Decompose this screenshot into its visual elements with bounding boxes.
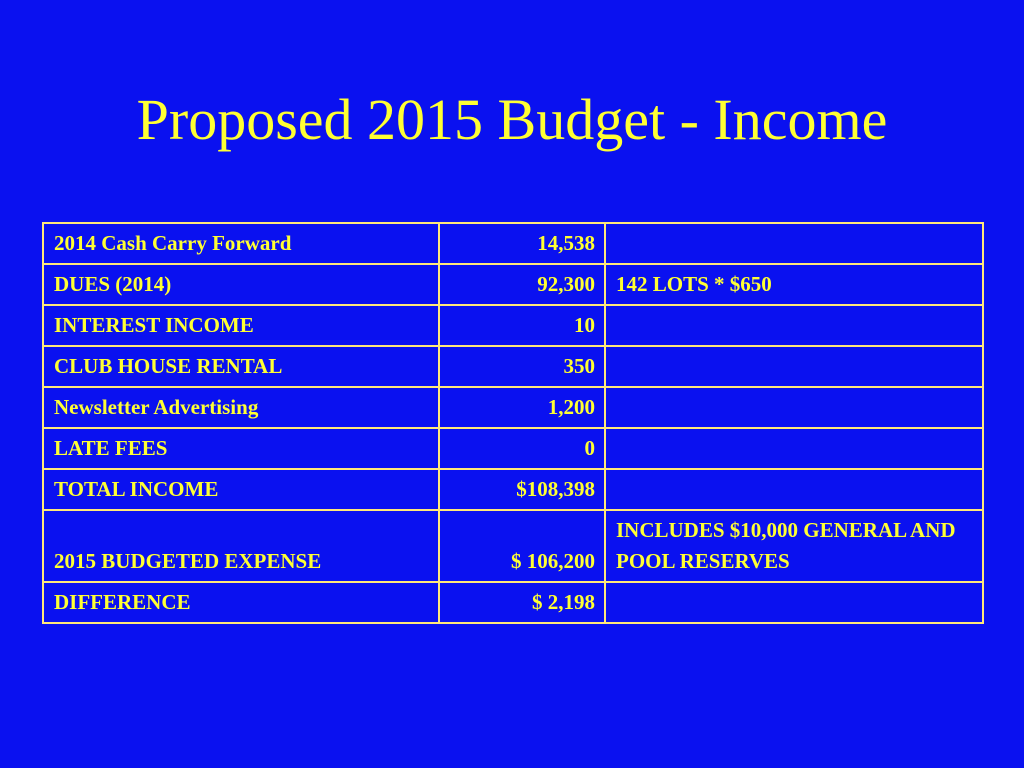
item-cell: DIFFERENCE	[43, 582, 439, 623]
note-cell	[605, 469, 983, 510]
budget-income-table	[42, 222, 984, 624]
table-row-dues	[43, 264, 983, 305]
slide-title: Proposed 2015 Budget - Income	[136, 87, 888, 152]
table-row-budgeted-expense	[43, 510, 983, 582]
note-cell	[605, 428, 983, 469]
amount-cell: 1,200	[439, 387, 605, 428]
table-row-newsletter-advertising	[43, 387, 983, 428]
table-row-total-income	[43, 469, 983, 510]
item-cell: Newsletter Advertising	[43, 387, 439, 428]
amount-cell: $108,398	[439, 469, 605, 510]
item-cell: TOTAL INCOME	[43, 469, 439, 510]
table-row-interest-income	[43, 305, 983, 346]
table-row-late-fees	[43, 428, 983, 469]
note-cell	[605, 387, 983, 428]
note-cell: INCLUDES $10,000 GENERAL AND POOL RESERVES	[605, 510, 983, 582]
item-cell: INTEREST INCOME	[43, 305, 439, 346]
note-cell	[605, 223, 983, 264]
note-cell	[605, 305, 983, 346]
amount-cell: $ 2,198	[439, 582, 605, 623]
item-cell: DUES (2014)	[43, 264, 439, 305]
note-cell: 142 LOTS * $650	[605, 264, 983, 305]
item-cell: LATE FEES	[43, 428, 439, 469]
table-row-cash-carry-forward	[43, 223, 983, 264]
item-cell: 2015 BUDGETED EXPENSE	[43, 510, 439, 582]
amount-cell: 92,300	[439, 264, 605, 305]
amount-cell: 14,538	[439, 223, 605, 264]
amount-cell: 10	[439, 305, 605, 346]
amount-cell: $ 106,200	[439, 510, 605, 582]
note-cell	[605, 582, 983, 623]
note-cell	[605, 346, 983, 387]
item-cell: 2014 Cash Carry Forward	[43, 223, 439, 264]
amount-cell: 350	[439, 346, 605, 387]
item-cell: CLUB HOUSE RENTAL	[43, 346, 439, 387]
table-row-difference	[43, 582, 983, 623]
amount-cell: 0	[439, 428, 605, 469]
table-row-club-house-rental	[43, 346, 983, 387]
